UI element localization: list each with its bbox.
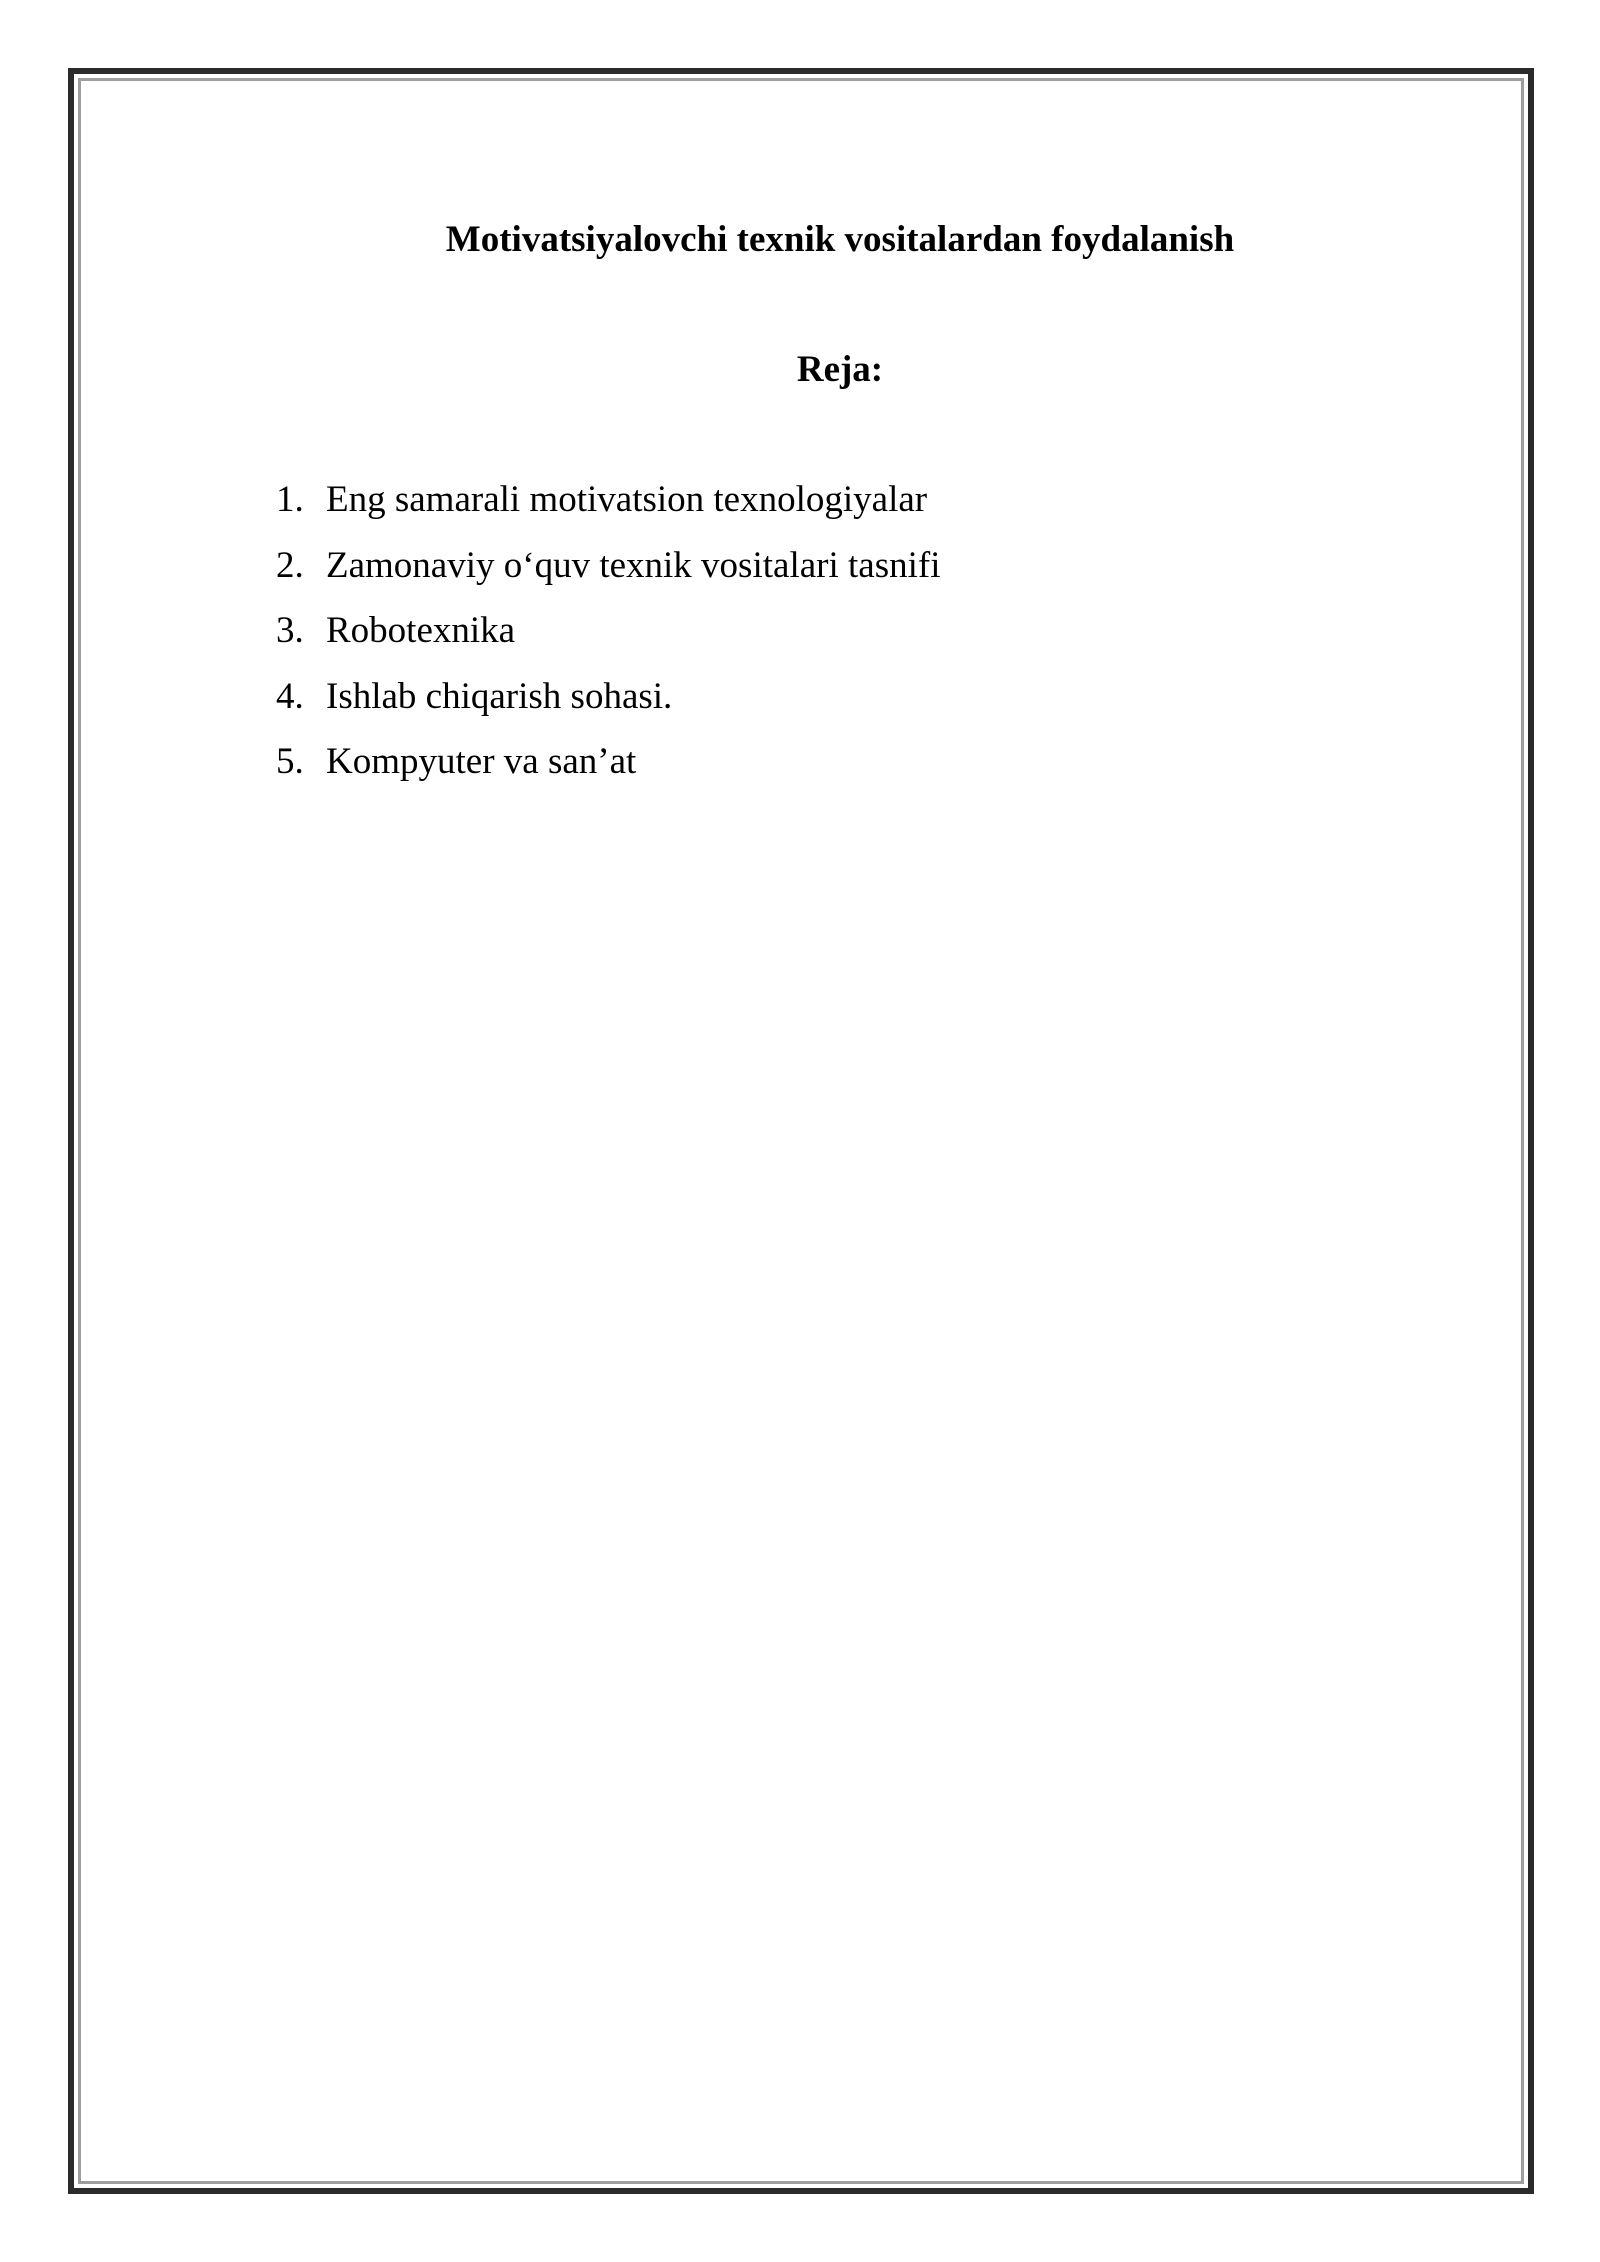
plan-item-3 bbox=[276, 609, 940, 675]
plan-item-text: Kompyuter va san’at bbox=[326, 741, 637, 782]
plan-item-text: Eng samarali motivatsion texnologiyalar bbox=[326, 479, 928, 520]
plan-item-text: Robotexnika bbox=[326, 610, 516, 651]
plan-item-number: 5. bbox=[276, 741, 304, 782]
plan-item-number: 4. bbox=[276, 675, 304, 717]
plan-list bbox=[276, 478, 940, 806]
plan-item-5 bbox=[276, 740, 940, 806]
plan-heading: Reja: bbox=[796, 349, 884, 390]
plan-item-number: 2. bbox=[276, 544, 304, 586]
plan-item-number: 1. bbox=[276, 479, 304, 520]
plan-item-1 bbox=[276, 478, 940, 544]
plan-item-number: 3. bbox=[276, 610, 304, 651]
page-border-inner bbox=[78, 78, 1524, 2184]
document-title: Motivatsiyalovchi texnik vositalardan foydalanish bbox=[445, 219, 1235, 260]
plan-item-2 bbox=[276, 544, 940, 610]
plan-item-4 bbox=[276, 675, 940, 741]
plan-item-text: Ishlab chiqarish sohasi. bbox=[326, 675, 673, 717]
plan-item-text: Zamonaviy o‘quv texnik vositalari tasnifi bbox=[326, 544, 941, 586]
